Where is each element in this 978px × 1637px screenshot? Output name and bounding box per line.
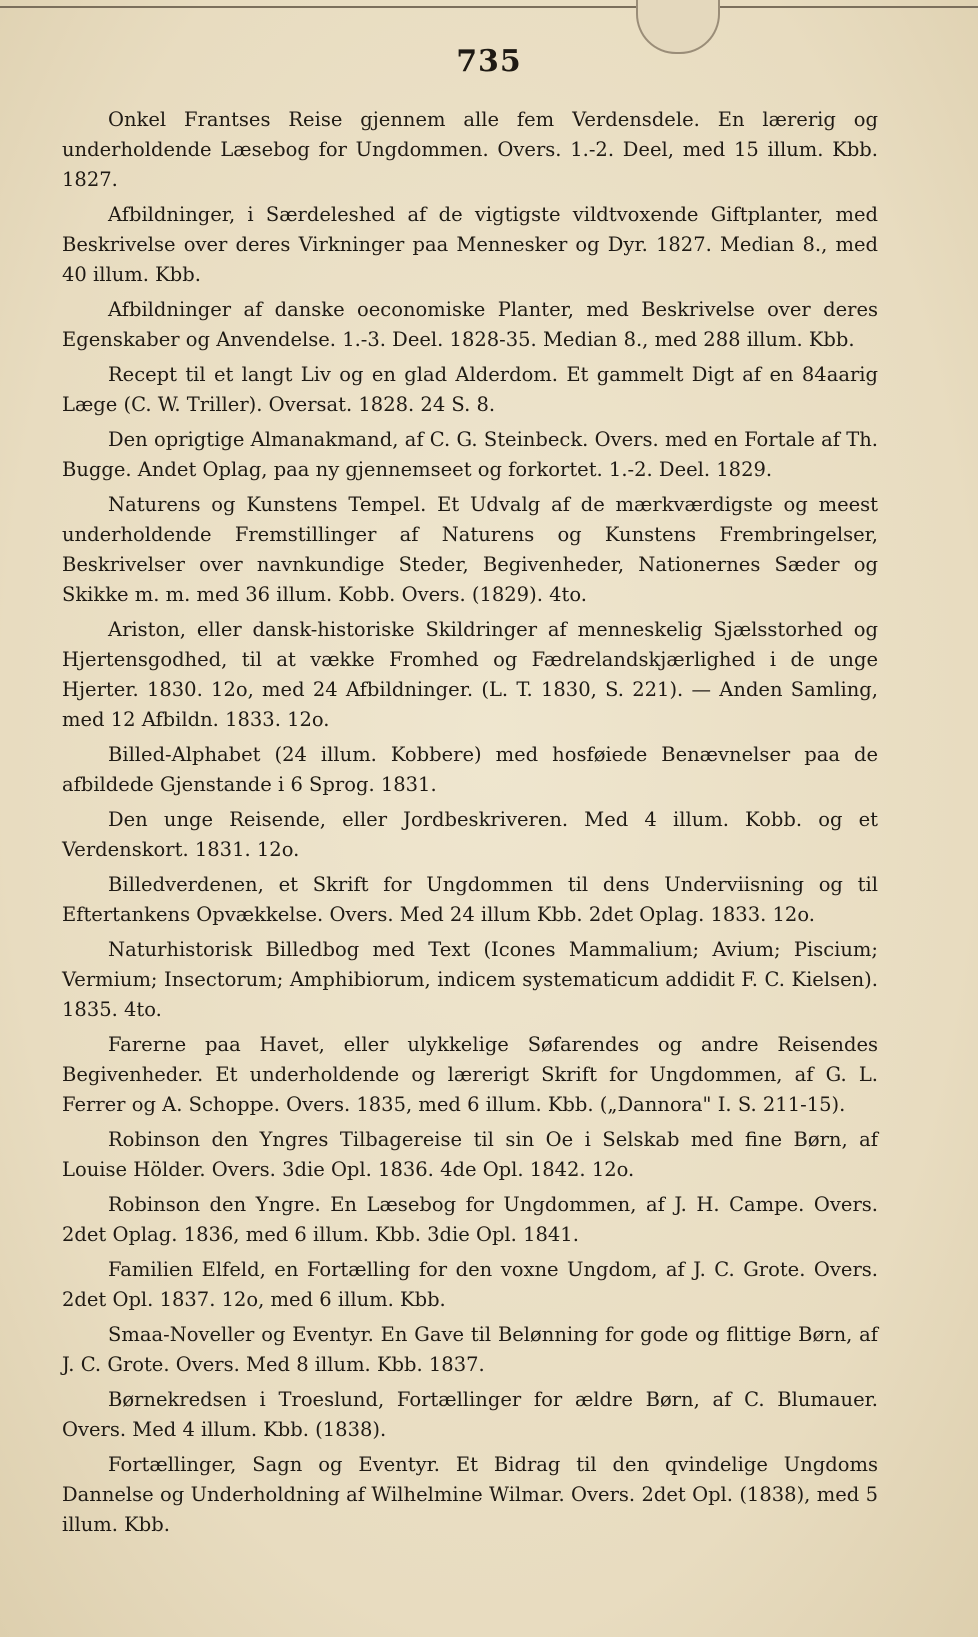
page-top-edge [0,6,978,8]
bibliography-entry: Den unge Reisende, eller Jordbeskriveren. Med 4 illum. Kobb. og et Verdenskort. 1831. 12o. [62,808,878,861]
bibliography-entries [62,105,878,1545]
bibliography-entry: Børnekredsen i Troeslund, Fortællinger for ældre Børn, af C. Blumauer. Overs. Med 4 illum. Kbb. (1838). [62,1388,878,1441]
bibliography-entry: Recept til et langt Liv og en glad Alderdom. Et gammelt Digt af en 84aarig Læge (C. W. Triller). Oversat. 1828. 24 S. 8. [62,363,878,416]
bibliography-entry: Naturens og Kunstens Tempel. Et Udvalg af de mærkværdigste og meest underholdende Fremstillinger af Naturens og Kunstens Frembringelser, Beskrivelser over navnkundige Steder, Begivenheder, Nationernes Sæder og Skikke m. m. med 36 illum. Kobb. Overs. (1829). 4to. [62,493,878,606]
page-number: 735 [456,44,522,79]
bibliography-entry: Den oprigtige Almanakmand, af C. G. Steinbeck. Overs. med en Fortale af Th. Bugge. Andet Oplag, paa ny gjennemseet og forkortet. 1.-2. Deel. 1829. [62,428,878,481]
bibliography-entry: Farerne paa Havet, eller ulykkelige Søfarendes og andre Reisendes Begivenheder. Et underholdende og lærerigt Skrift for Ungdommen, af G. L. Ferrer og A. Schoppe. Overs. 1835, med 6 illum. Kbb. („Dannora" I. S. 211-15). [62,1033,878,1116]
bibliography-entry: Smaa-Noveller og Eventyr. En Gave til Belønning for gode og flittige Børn, af J. C. Grote. Overs. Med 8 illum. Kbb. 1837. [62,1323,878,1376]
bibliography-entry: Afbildninger, i Særdeleshed af de vigtigste vildtvoxende Giftplanter, med Beskrivelse over deres Virkninger paa Mennesker og Dyr. 1827. Median 8., med 40 illum. Kbb. [62,203,878,286]
bibliography-entry: Onkel Frantses Reise gjennem alle fem Verdensdele. En lærerig og underholdende Læsebog for Ungdommen. Overs. 1.-2. Deel, med 15 illum. Kbb. 1827. [62,108,878,191]
bibliography-entry: Billedverdenen, et Skrift for Ungdommen til dens Underviisning og til Eftertankens Opvækkelse. Overs. Med 24 illum Kbb. 2det Oplag. 1833. 12o. [62,873,878,926]
bibliography-entry: Fortællinger, Sagn og Eventyr. Et Bidrag til den qvindelige Ungdoms Dannelse og Underholdning af Wilhelmine Wilmar. Overs. 2det Opl. (1838), med 5 illum. Kbb. [62,1453,878,1536]
bibliography-entry: Familien Elfeld, en Fortælling for den voxne Ungdom, af J. C. Grote. Overs. 2det Opl. 1837. 12o, med 6 illum. Kbb. [62,1258,878,1311]
bibliography-entry: Afbildninger af danske oeconomiske Planter, med Beskrivelse over deres Egenskaber og Anvendelse. 1.-3. Deel. 1828-35. Median 8., med 288 illum. Kbb. [62,298,878,351]
bibliography-entry: Robinson den Yngres Tilbagereise til sin Oe i Selskab med fine Børn, af Louise Hölder. Overs. 3die Opl. 1836. 4de Opl. 1842. 12o. [62,1128,878,1181]
bibliography-entry: Robinson den Yngre. En Læsebog for Ungdommen, af J. H. Campe. Overs. 2det Oplag. 1836, med 6 illum. Kbb. 3die Opl. 1841. [62,1193,878,1246]
bibliography-entry: Billed-Alphabet (24 illum. Kobbere) med hosføiede Benævnelser paa de afbildede Gjenstande i 6 Sprog. 1831. [62,743,878,796]
bibliography-entry: Ariston, eller dansk-historiske Skildringer af menneskelig Sjælsstorhed og Hjertensgodhed, til at vække Fromhed og Fædrelandskjærlighed i de unge Hjerter. 1830. 12o, med 24 Afbildninger. (L. T. 1830, S. 221). — Anden Samling, med 12 Afbildn. 1833. 12o. [62,618,878,731]
bibliography-entry: Naturhistorisk Billedbog med Text (Icones Mammalium; Avium; Piscium; Vermium; Insectorum; Amphibiorum, indicem systematicum addidit F. C. Kielsen). 1835. 4to. [62,938,878,1021]
